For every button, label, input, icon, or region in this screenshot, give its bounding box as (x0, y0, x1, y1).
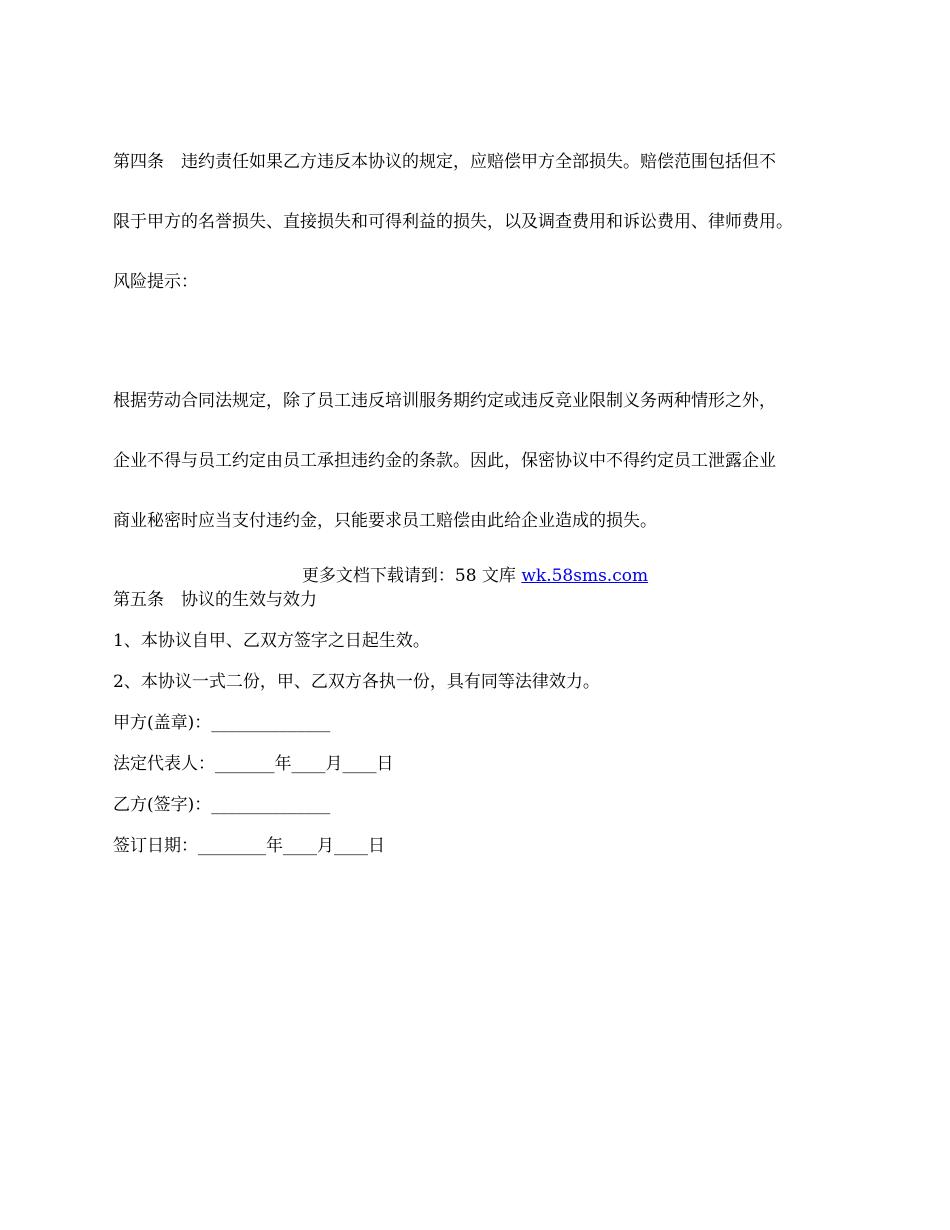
article-4-line-1: 第四条 违约责任如果乙方违反本协议的规定，应赔偿甲方全部损失。赔偿范围包括但不 (113, 152, 776, 172)
risk-line-1: 根据劳动合同法规定，除了员工违反培训服务期约定或违反竞业限制义务两种情形之外， (113, 391, 776, 411)
article-4-paragraph (113, 112, 848, 332)
article-4-line-2: 限于甲方的名誉损失、直接损失和可得利益的损失，以及调查费用和诉讼费用、律师费用。 (113, 212, 793, 232)
legal-representative-line: 法定代表人：_______年____月____日 (113, 754, 394, 774)
clause-1: 1、本协议自甲、乙双方签字之日起生效。 (113, 631, 430, 651)
article-4-line-3: 风险提示： (113, 272, 198, 292)
footer-text: 更多文档下载请到：58 文库 (301, 566, 522, 586)
footer-link[interactable]: wk.58sms.com (521, 566, 649, 586)
document-body (113, 112, 848, 877)
risk-line-2: 企业不得与员工约定由员工承担违约金的条款。因此，保密协议中不得约定员工泄露企业 (113, 451, 776, 471)
party-a-signature: 甲方(盖章)：______________ (113, 713, 331, 733)
risk-line-3: 商业秘密时应当支付违约金，只能要求员工赔偿由此给企业造成的损失。 (113, 511, 657, 531)
risk-paragraph (113, 351, 848, 571)
article-5-title: 第五条 协议的生效与效力 (113, 590, 317, 610)
party-b-signature: 乙方(签字)：______________ (113, 795, 331, 815)
signing-date-line: 签订日期：________年____月____日 (113, 836, 385, 856)
footer (0, 566, 950, 586)
clause-2: 2、本协议一式二份，甲、乙双方各执一份，具有同等法律效力。 (113, 672, 600, 692)
